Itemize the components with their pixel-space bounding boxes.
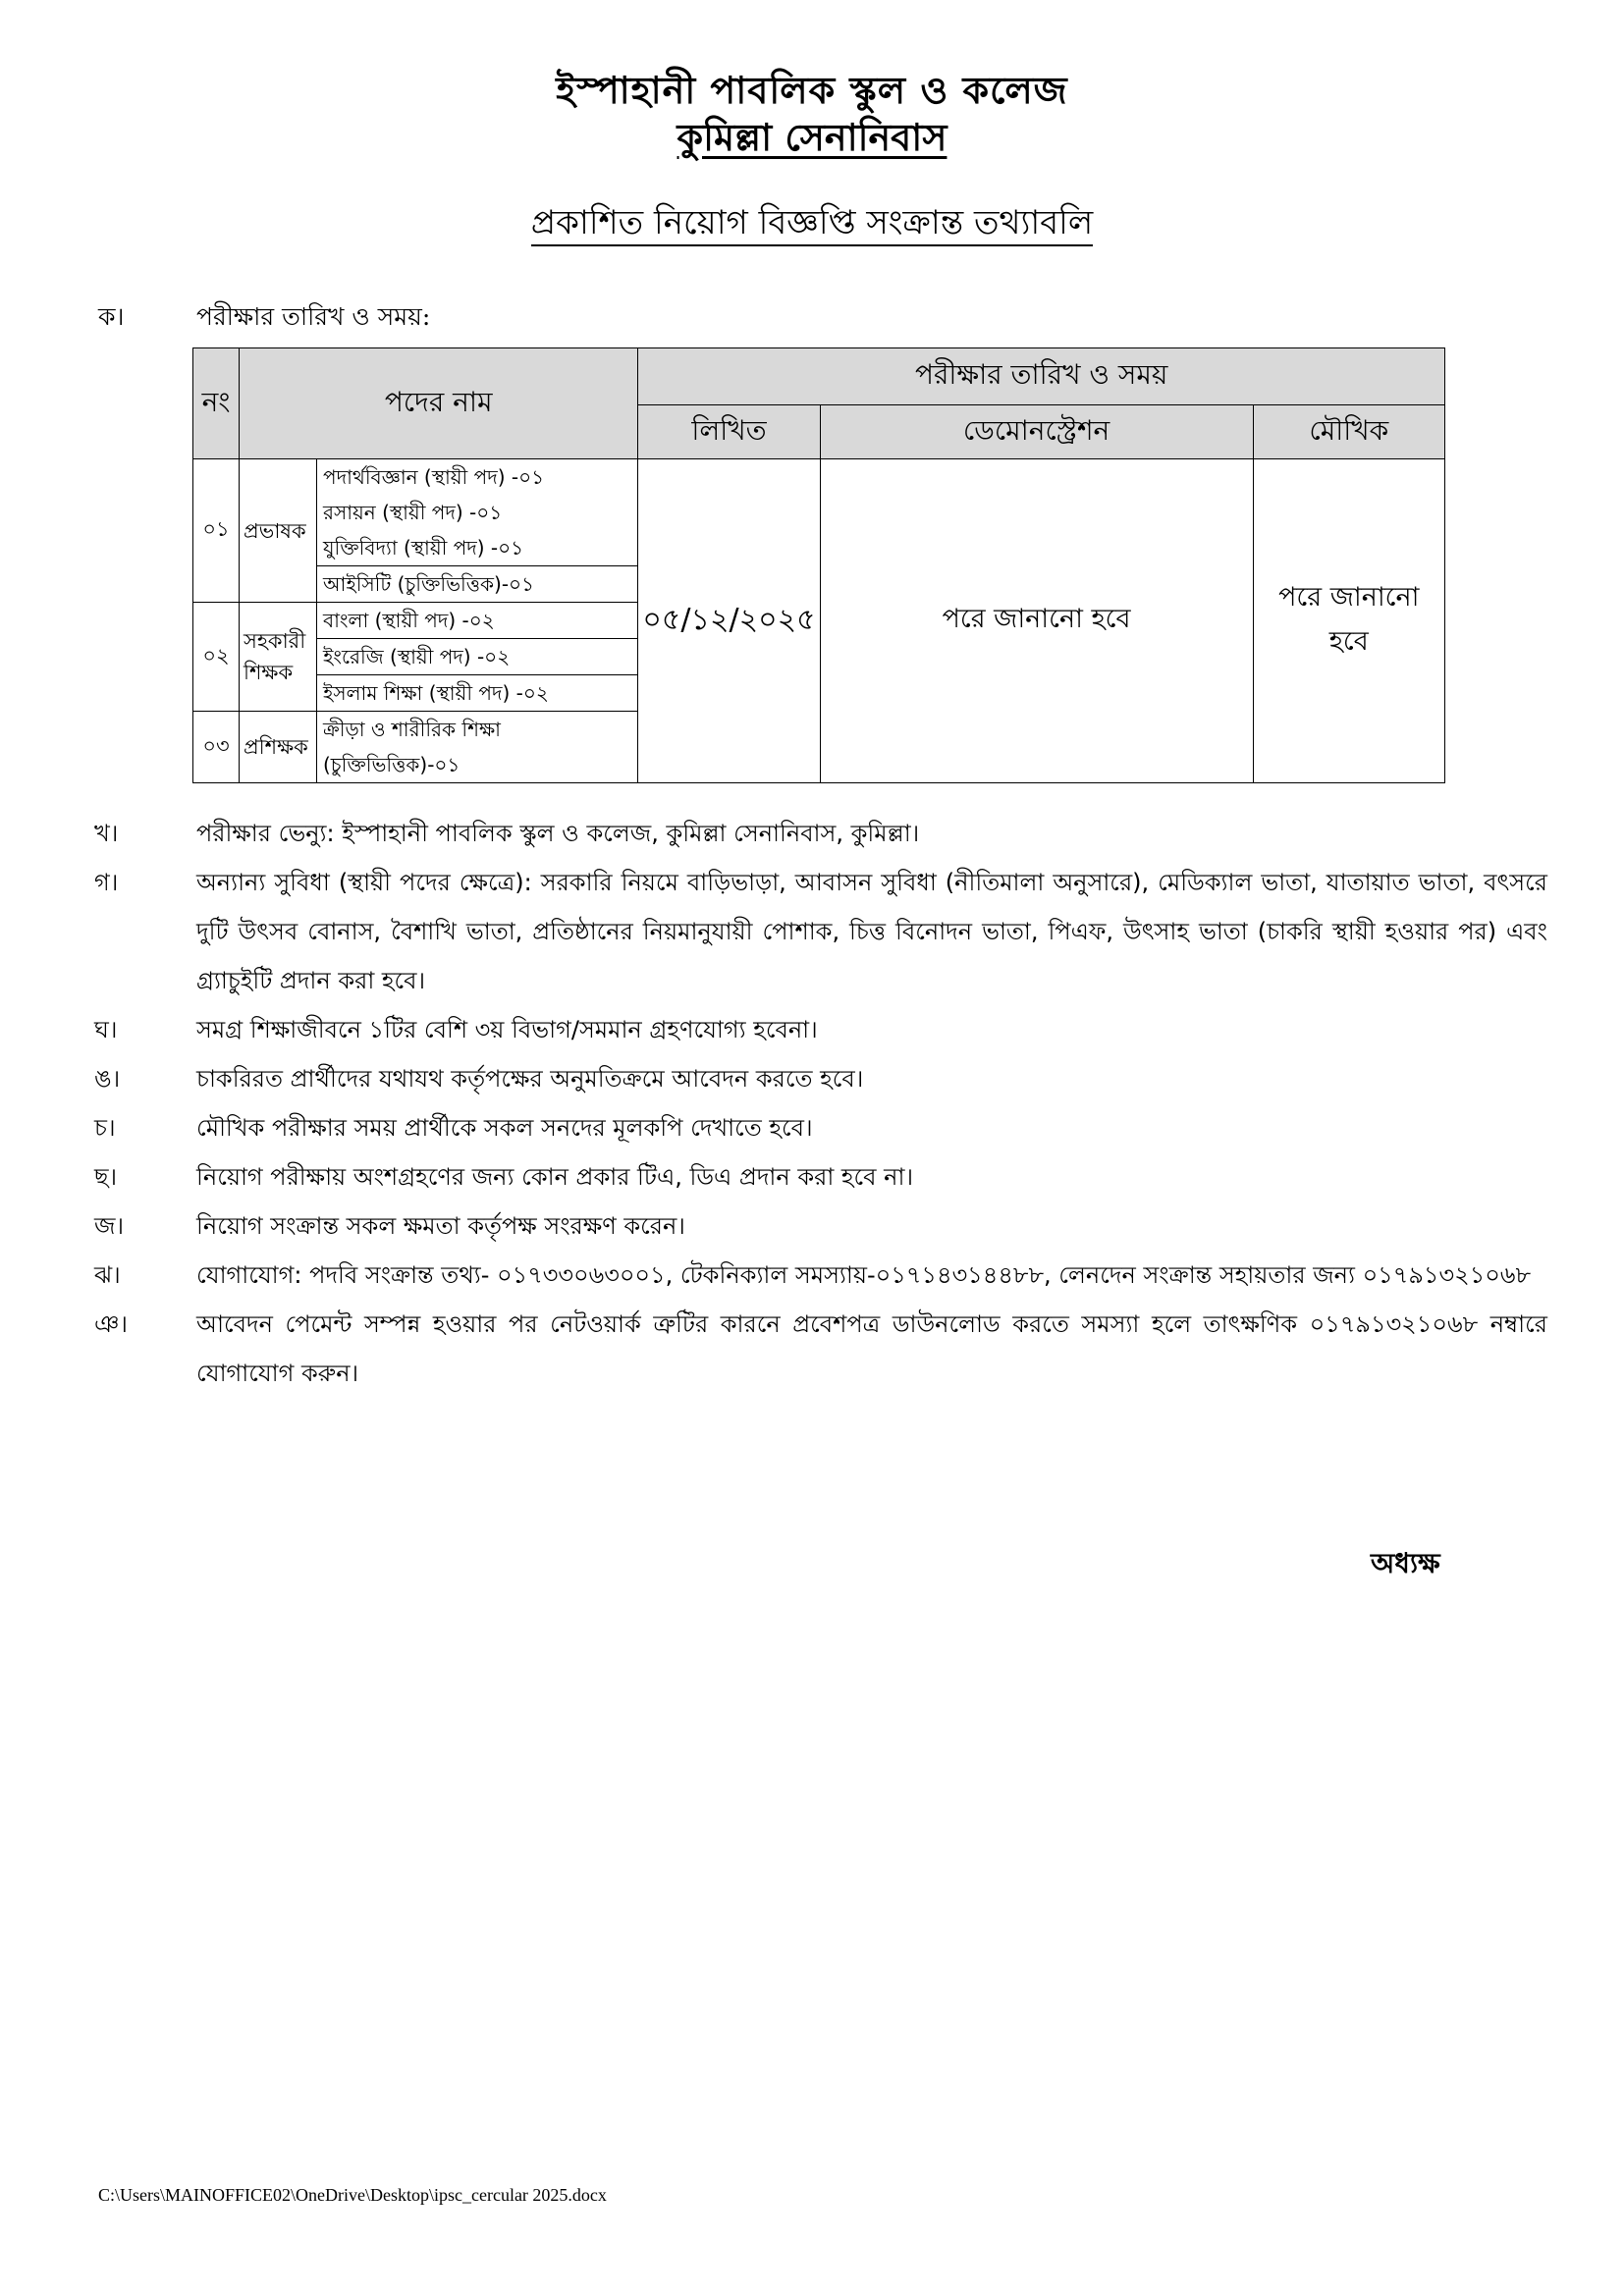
notice-title-text: প্রকাশিত নিয়োগ বিজ্ঞপ্তি সংক্রান্ত তথ্যাবলি xyxy=(531,203,1093,246)
item-text: চাকরিরত প্রার্থীদের যথাযথ কর্তৃপক্ষের অনুমতিক্রমে আবেদন করতে হবে। xyxy=(196,1065,864,1093)
item-text: পরীক্ষার ভেন্যু: ইস্পাহানী পাবলিক স্কুল ও কলেজ, কুমিল্লা সেনানিবাস, কুমিল্লা। xyxy=(196,820,920,847)
item-text: নিয়োগ পরীক্ষায় অংশগ্রহণের জন্য কোন প্রকার টিএ, ডিএ প্রদান করা হবে না। xyxy=(196,1163,914,1191)
item-marker: ঞ। xyxy=(94,1310,128,1338)
post-name: যুক্তিবিদ্যা (স্থায়ী পদ) -০১ xyxy=(323,536,524,560)
header-serial: নং xyxy=(193,348,240,459)
item-marker: জ। xyxy=(94,1212,125,1240)
footer-file-path: C:\Users\MAINOFFICE02\OneDrive\Desktop\ipsc_cercular 2025.docx xyxy=(98,2185,607,2205)
section-ka-marker: ক। xyxy=(98,302,125,331)
item-text: অন্যান্য সুবিধা (স্থায়ী পদের ক্ষেত্রে): সরকারি নিয়মে বাড়িভাড়া, আবাসন সুবিধা (নীতিমালা অনুসারে), মেডিক্যাল ভাতা, যাতায়াত ভাতা, বৎসরে দুটি উৎসব বোনাস, বৈশাখি ভাতা, প্রতিষ্ঠানের নিয়মানুযায়ী পোশাক, চিত্ত বিনোদন ভাতা, পিএফ, উৎসাহ ভাতা (চাকরি স্থায়ী হওয়ার পর) এবং গ্র্যাচুইটি প্রদান করা হবে। xyxy=(196,869,1547,994)
group-serial: ০১ xyxy=(193,459,240,603)
list-item xyxy=(94,858,1547,1005)
group-serial: ০৩ xyxy=(193,712,240,783)
section-ka xyxy=(98,299,430,335)
group-serial: ০২ xyxy=(193,603,240,712)
document-header xyxy=(0,67,1624,161)
post-cell xyxy=(317,459,638,566)
signature-principal: অধ্যক্ষ xyxy=(1371,1547,1440,1579)
section-ka-title: পরীক্ষার তারিখ ও সময়: xyxy=(196,302,431,331)
item-marker: ছ। xyxy=(94,1163,118,1191)
post-name: ইংরেজি (স্থায়ী পদ) -০২ xyxy=(317,639,638,675)
notice-title xyxy=(0,201,1624,244)
group-category: প্রভাষক xyxy=(240,459,317,603)
header-viva: মৌখিক xyxy=(1253,405,1444,459)
table-header-row xyxy=(193,348,1445,405)
item-text: আবেদন পেমেন্ট সম্পন্ন হওয়ার পর নেটওয়ার্ক ত্রুটির কারনে প্রবেশপত্র ডাউনলোড করতে সমস্যা হলে তাৎক্ষণিক ০১৭৯১৩২১০৬৮ নম্বারে যোগাযোগ করুন। xyxy=(196,1310,1547,1387)
post-name: আইসিটি (চুক্তিভিত্তিক)-০১ xyxy=(317,566,638,603)
header-exam-date-time: পরীক্ষার তারিখ ও সময় xyxy=(638,348,1445,405)
list-item xyxy=(94,1300,1547,1398)
item-text: নিয়োগ সংক্রান্ত সকল ক্ষমতা কর্তৃপক্ষ সংরক্ষণ করেন। xyxy=(196,1212,685,1240)
exam-schedule-table xyxy=(192,347,1445,783)
list-item xyxy=(94,1103,1547,1152)
school-name: ইস্পাহানী পাবলিক স্কুল ও কলেজ xyxy=(556,69,1068,112)
header-demonstration: ডেমোনস্ট্রেশন xyxy=(820,405,1253,459)
list-item xyxy=(94,809,1547,858)
item-marker: গ। xyxy=(94,869,119,896)
post-name: পদার্থবিজ্ঞান (স্থায়ী পদ) -০১ xyxy=(323,465,545,489)
post-name: রসায়ন (স্থায়ী পদ) -০১ xyxy=(323,501,503,524)
post-name: বাংলা (স্থায়ী পদ) -০২ xyxy=(317,603,638,639)
list-item xyxy=(94,1251,1547,1300)
header-post-name: পদের নাম xyxy=(240,348,638,459)
header-written: লিখিত xyxy=(638,405,820,459)
list-item xyxy=(94,1201,1547,1251)
group-category: প্রশিক্ষক xyxy=(240,712,317,783)
item-marker: খ। xyxy=(94,820,119,847)
written-date: ০৫/১২/২০২৫ xyxy=(638,459,820,783)
notice-items xyxy=(94,809,1547,1398)
table-row xyxy=(193,459,1445,566)
list-item xyxy=(94,1005,1547,1054)
school-location: কুমিল্লা সেনানিবাস xyxy=(677,116,947,159)
item-marker: ঝ। xyxy=(94,1261,121,1289)
viva-value: পরে জানানো হবে xyxy=(1253,459,1444,783)
group-category: সহকারী শিক্ষক xyxy=(240,603,317,712)
demonstration-value: পরে জানানো হবে xyxy=(820,459,1253,783)
list-item xyxy=(94,1152,1547,1201)
post-name: ইসলাম শিক্ষা (স্থায়ী পদ) -০২ xyxy=(317,675,638,712)
item-marker: ঘ। xyxy=(94,1016,118,1043)
item-marker: ঙ। xyxy=(94,1065,121,1093)
list-item xyxy=(94,1054,1547,1103)
item-text: যোগাযোগ: পদবি সংক্রান্ত তথ্য- ০১৭৩৩০৬৩০০১, টেকনিক্যাল সমস্যায়-০১৭১৪৩১৪৪৮৮, লেনদেন সংক্রান্ত সহায়তার জন্য ০১৭৯১৩২১০৬৮ xyxy=(196,1261,1532,1289)
item-marker: চ। xyxy=(94,1114,116,1142)
item-text: সমগ্র শিক্ষাজীবনে ১টির বেশি ৩য় বিভাগ/সমমান গ্রহণযোগ্য হবেনা। xyxy=(196,1016,818,1043)
post-name: ক্রীড়া ও শারীরিক শিক্ষা (চুক্তিভিত্তিক)-০১ xyxy=(317,712,638,783)
item-text: মৌখিক পরীক্ষার সময় প্রার্থীকে সকল সনদের মূলকপি দেখাতে হবে। xyxy=(196,1114,813,1142)
